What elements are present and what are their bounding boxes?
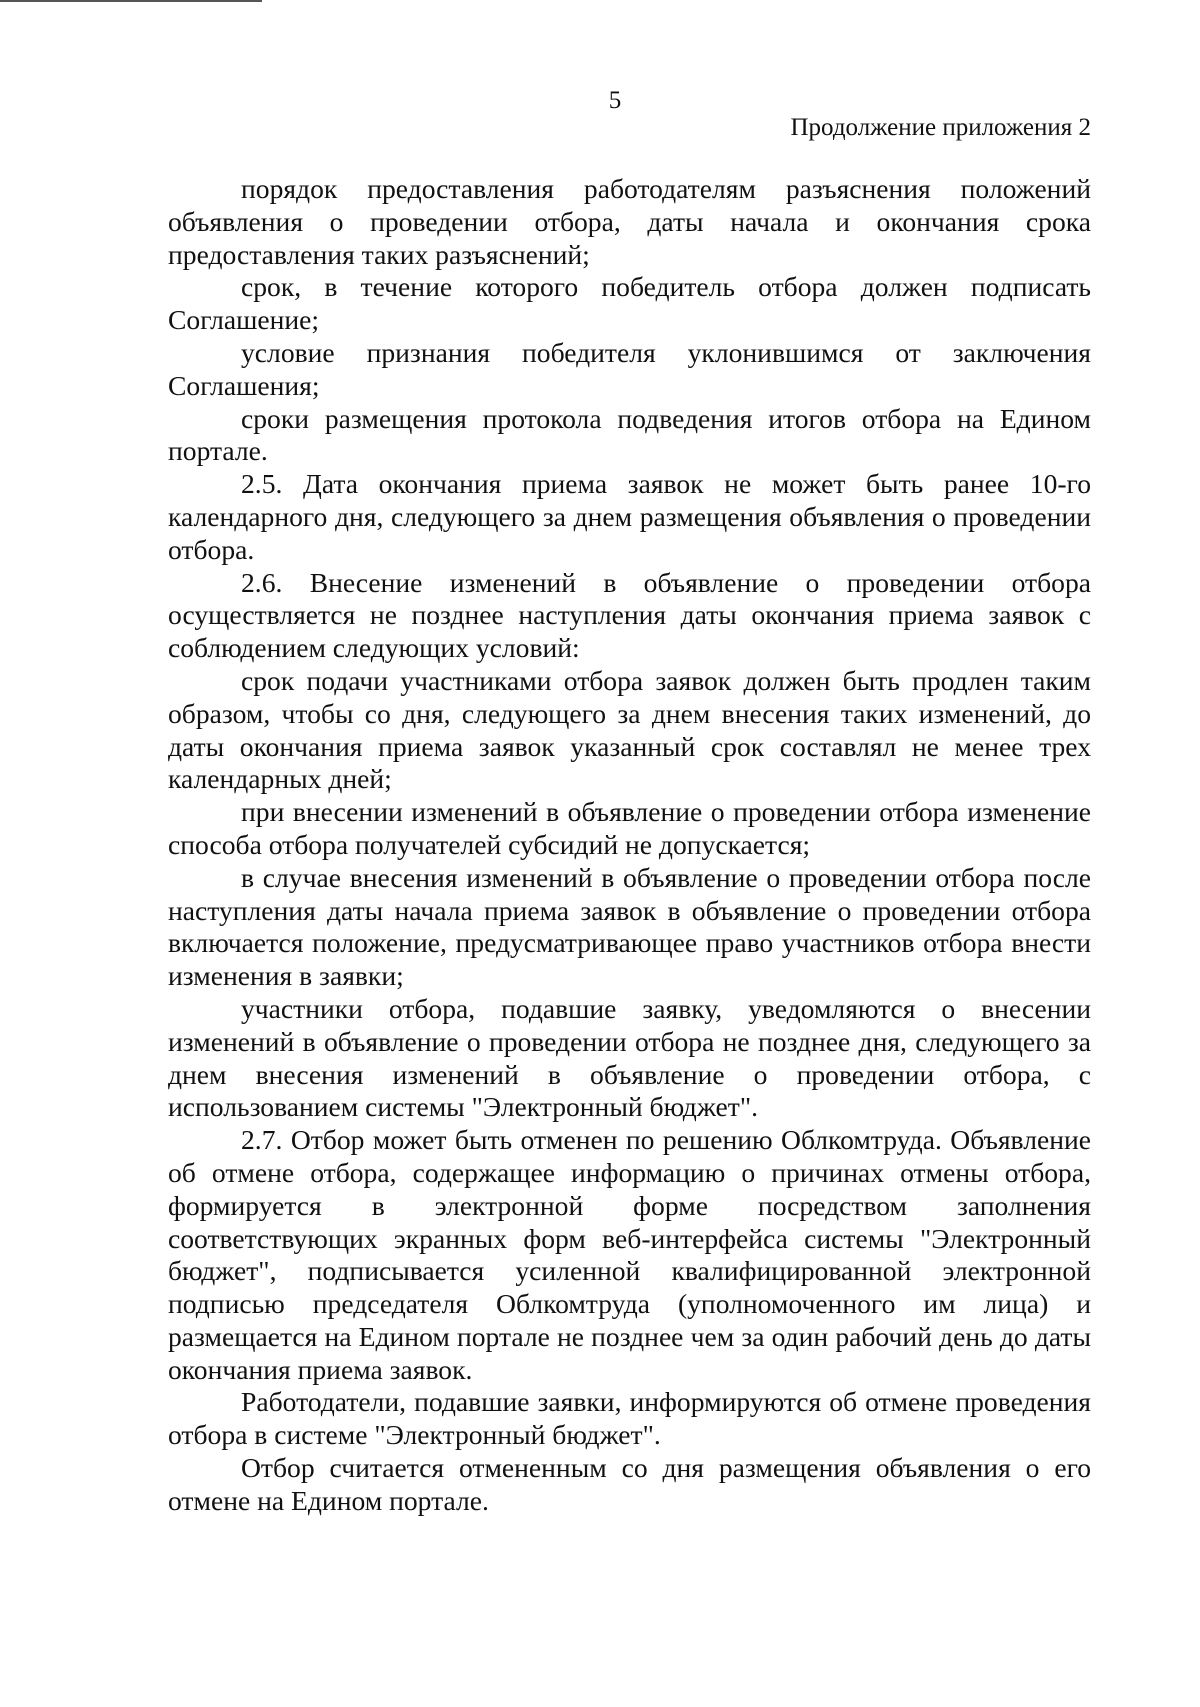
- paragraph-participant-notice: участники отбора, подавшие заявку, уведомляются о внесении изменений в объявление о проведении отбора не позднее дня, следующего за днем внесения изменений в объявление о проведении отбора, с использованием системы "Электронный бюджет".: [168, 992, 1091, 1123]
- paragraph-evasion-condition: условие признания победителя уклонившимся от заключения Соглашения;: [168, 336, 1091, 401]
- paragraph-method-change: при внесении изменений в объявление о проведении отбора изменение способа отбора получателей субсидий не допускается;: [168, 796, 1091, 860]
- paragraph-protocol-placement: сроки размещения протокола подведения итогов отбора на Едином портале.: [168, 402, 1091, 467]
- paragraph-2-5: 2.5. Дата окончания приема заявок не может быть ранее 10-го календарного дня, следующего за днем размещения объявления о проведении отбора.: [168, 468, 1091, 565]
- paragraph-deadline-extension: срок подачи участниками отбора заявок должен быть продлен таким образом, чтобы со дня, следующего за днем внесения таких изменений, до даты окончания приема заявок указанный срок составлял не менее трех календарных дней;: [168, 664, 1091, 795]
- document-body: [168, 173, 1091, 1518]
- paragraph-application-changes: в случае внесения изменений в объявление о проведении отбора после наступления даты начала приема заявок в объявление о проведении отбора включается положение, предусматривающее право участников отбора внести изменения в заявки;: [168, 861, 1091, 992]
- page-number: 5: [608, 87, 622, 114]
- paragraph-employer-notice: Работодатели, подавшие заявки, информируются об отмене проведения отбора в системе "Электронный бюджет".: [168, 1386, 1091, 1451]
- paragraph-2-7: 2.7. Отбор может быть отменен по решению Облкомтруда. Объявление об отмене отбора, содержащее информацию о причинах отмены отбора, формируется в электронной форме посредством заполнения соответствующих экранных форм веб-интерфейса системы "Электронный бюджет", подписывается усиленной квалифицированной электронной подписью председателя Облкомтруда (уполномоченного им лица) и размещается на Едином портале не позднее чем за один рабочий день до даты окончания приема заявок.: [168, 1124, 1091, 1385]
- appendix-continuation-note: Продолжение приложения 2: [790, 114, 1091, 141]
- paragraph-signing-deadline: срок, в течение которого победитель отбора должен подписать Соглашение;: [168, 271, 1091, 336]
- paragraph-cancellation-effective: Отбор считается отмененным со дня размещения объявления о его отмене на Едином портале.: [168, 1452, 1091, 1516]
- scan-edge-mark: [0, 0, 262, 2]
- paragraph-clarification-order: порядок предоставления работодателям разъяснения положений объявления о проведении отбора, даты начала и окончания срока предоставления таких разъяснений;: [168, 173, 1091, 270]
- paragraph-2-6: 2.6. Внесение изменений в объявление о проведении отбора осуществляется не позднее наступления даты окончания приема заявок с соблюдением следующих условий:: [168, 566, 1091, 664]
